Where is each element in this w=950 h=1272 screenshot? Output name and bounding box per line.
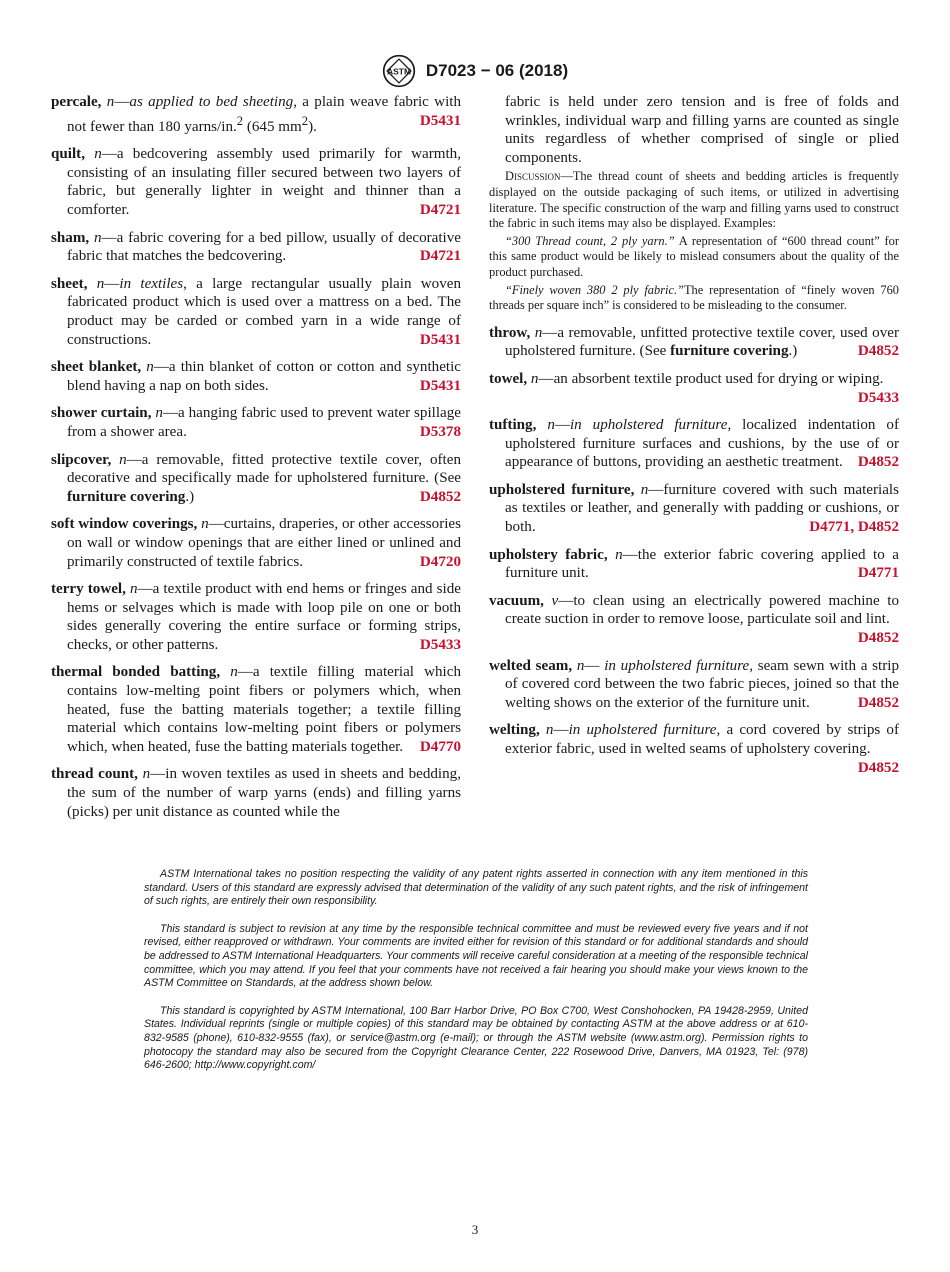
ref-link[interactable]: D4852 bbox=[857, 630, 899, 647]
right-column bbox=[489, 93, 899, 786]
entry-towel: towel, n—an absorbent textile product used for drying or wiping. D5433 bbox=[489, 370, 899, 406]
footer-notice bbox=[144, 868, 808, 1087]
ref-link[interactable]: D4852 bbox=[857, 343, 899, 360]
entry-slipcover: slipcover, n—a removable, fitted protective textile cover, often decorative and specifically made for upholstered furniture. (See furniture covering.) D4852 bbox=[51, 451, 461, 505]
ref-link[interactable]: D4770 bbox=[419, 738, 461, 755]
left-column bbox=[51, 93, 461, 830]
copyright-notice: This standard is copyrighted by ASTM International, 100 Barr Harbor Drive, PO Box C700, West Conshohocken, PA 19428-2959, United States. Individual reprints (single or multiple copies) of this standard may be obtained by contacting ASTM at the above address or at 610-832-9585 (phone), 610-832-9555 (fax), or service@astm.org (e-mail); or through the ASTM website (www.astm.org). Permission rights to photocopy the standard may also be secured from the Copyright Clearance Center, 222 Rosewood Drive, Danvers, MA 01923, Tel: (978) 646-2600; http://www.copyright.com/ bbox=[144, 1004, 808, 1072]
see-link[interactable]: furniture covering bbox=[670, 343, 789, 360]
ref-link[interactable]: D4771 bbox=[857, 565, 899, 582]
ref-link[interactable]: D5433 bbox=[857, 389, 899, 406]
entry-percale: percale, n—as applied to bed sheeting, a plain weave fabric with not fewer than 180 yarns/in.$^2$ (645 $mm^2$). D5431 bbox=[51, 94, 462, 135]
entry-shower-curtain: shower curtain, n—a hanging fabric used to prevent water spillage from a shower area. D5378 bbox=[51, 405, 461, 440]
entry-quilt: quilt, n—a bedcovering assembly used primarily for warmth, consisting of an insulating filler secured between two layers of fabric, but generally lighter in weight and thinner than a comforter. D4721 bbox=[51, 146, 461, 218]
entry-thermal-bonded-batting: thermal bonded batting, n—a textile filling material which contains low-melting point fibers or polymers which, when heated, fuse the batting materials together; a textile filling material which contains low-melting point fibers or polymers which, when heated, fuse the batting materials together. D4770 bbox=[51, 664, 461, 755]
ref-link[interactable]: D5431 bbox=[419, 377, 461, 394]
revision-notice: This standard is subject to revision at any time by the responsible technical committee and must be reviewed every five years and if not revised, either reapproved or withdrawn. Your comments are invited either for revision of this standard or for additional standards and should be addressed to ASTM International Headquarters. Your comments will receive careful consideration at a meeting of the responsible technical committee, which you may attend. If you feel that your comments have not received a fair hearing you should make your views known to the ASTM Committee on Standards, at the address shown below. bbox=[144, 922, 808, 990]
ref-link[interactable]: D4852 bbox=[857, 759, 899, 776]
entry-sham: sham, n—a fabric covering for a bed pillow, usually of decorative fabric that matches the bedcovering. D4721 bbox=[51, 229, 461, 265]
entry-throw: throw, n—a removable, unfitted protective textile cover, used over upholstered furniture. (See furniture covering.) D4852 bbox=[489, 324, 899, 360]
ref-link[interactable]: D5431 bbox=[419, 331, 461, 348]
ref-link[interactable]: D4720 bbox=[419, 553, 461, 570]
ref-link[interactable]: D4852 bbox=[857, 694, 899, 711]
entry-vacuum: vacuum, v—to clean using an electrically powered machine to create suction in order to remove loose, particulate soil and lint. D4852 bbox=[489, 592, 899, 647]
ref-link[interactable]: D4852 bbox=[857, 454, 899, 471]
entry-sheet: sheet, n—in textiles, a large rectangular usually plain woven fabricated product which is used over a mattress on a bed. The product may be carded or combed yarn in a wide range of constructions. D5431 bbox=[51, 275, 461, 348]
designation: D7023 − 06 (2018) bbox=[425, 61, 569, 80]
astm-logo-icon bbox=[382, 54, 416, 88]
entry-upholstery-fabric: upholstery fabric, n—the exterior fabric covering applied to a furniture unit. D4771 bbox=[489, 546, 899, 582]
entry-terry-towel: terry towel, n—a textile product with end hems or fringes and side hems or selvages which is made with loop pile on one or both sides generally covering the entire surface or forming strips, checks, or other patterns. D5433 bbox=[51, 581, 461, 653]
thread-count-continued: fabric is held under zero tension and is free of folds and wrinkles, individual warp and filling yarns are counted as single units regardless of whether comprised of single or plied components. bbox=[505, 94, 899, 166]
entry-soft-window-coverings: soft window coverings, n—curtains, draperies, or other accessories on wall or window openings that are either lined or unlined and primarily constructed of textile fabrics. D4720 bbox=[51, 516, 461, 570]
entry-welted-seam: welted seam, n— in upholstered furniture, seam sewn with a strip of covered cord between the two fabric pieces, joined so that the welting shows on the exterior of the furniture unit. D4852 bbox=[489, 657, 900, 711]
page-header bbox=[0, 54, 950, 88]
entry-welting: welting, n—in upholstered furniture, a cord covered by strips of exterior fabric, used in welted seams of upholstery covering. D4852 bbox=[489, 722, 899, 776]
discussion-example-2: “Finely woven 380 2 ply fabric.”The representation of “finely woven 760 threads per square inch” is considered to be misleading to the consumer. bbox=[489, 282, 899, 313]
discussion-example-1: “300 Thread count, 2 ply yarn.” A representation of “600 thread count” for this same product would be likely to mislead consumers about the quality of the product purchased. bbox=[489, 233, 899, 279]
ref-link[interactable]: D5378 bbox=[419, 423, 461, 440]
see-link[interactable]: furniture covering bbox=[67, 488, 186, 505]
ref-link[interactable]: D5431 bbox=[419, 112, 461, 129]
page-number: 3 bbox=[471, 1222, 479, 1237]
ref-link[interactable]: D4771 bbox=[809, 519, 851, 536]
patent-notice: ASTM International takes no position respecting the validity of any patent rights asserted in connection with any item mentioned in this standard. Users of this standard are expressly advised that determination of the validity of any such patent rights, and the risk of infringement of such rights, are entirely their own responsibility. bbox=[144, 868, 808, 908]
ref-link[interactable]: D5433 bbox=[419, 636, 461, 653]
entry-thread-count: thread count, n—in woven textiles as used in sheets and bedding, the sum of the number of warp yarns (ends) and filling yarns (picks) per unit distance as counted while the bbox=[51, 766, 461, 820]
ref-link[interactable]: D4721 bbox=[419, 248, 461, 265]
ref-link[interactable]: D4852 bbox=[419, 488, 461, 505]
ref-link[interactable]: D4721 bbox=[419, 202, 461, 218]
ref-link[interactable]: D4852 bbox=[857, 519, 899, 536]
discussion-note: Discussion—The thread count of sheets and bedding articles is frequently displayed on the outside packaging of such items, or utilized in advertising literature. The specific construction of the warp and filling yarns used to construct the fabric in such items may also be displayed. Examples: bbox=[489, 169, 899, 231]
svg-text:ASTM: ASTM bbox=[386, 66, 411, 77]
entry-tufting: tufting, n—in upholstered furniture, localized indentation of upholstered furniture surfaces and cushions, by the use of or appearance of buttons, providing an aesthetic treatment. D4852 bbox=[489, 417, 899, 471]
entry-sheet-blanket: sheet blanket, n—a thin blanket of cotton or cotton and synthetic blend having a nap on both sides. D5431 bbox=[51, 359, 462, 394]
entry-upholstered-furniture: upholstered furniture, n—furniture covered with such materials as textiles or leather, and generally with padding or cushions, or both. D4771, D4852 bbox=[489, 481, 899, 536]
